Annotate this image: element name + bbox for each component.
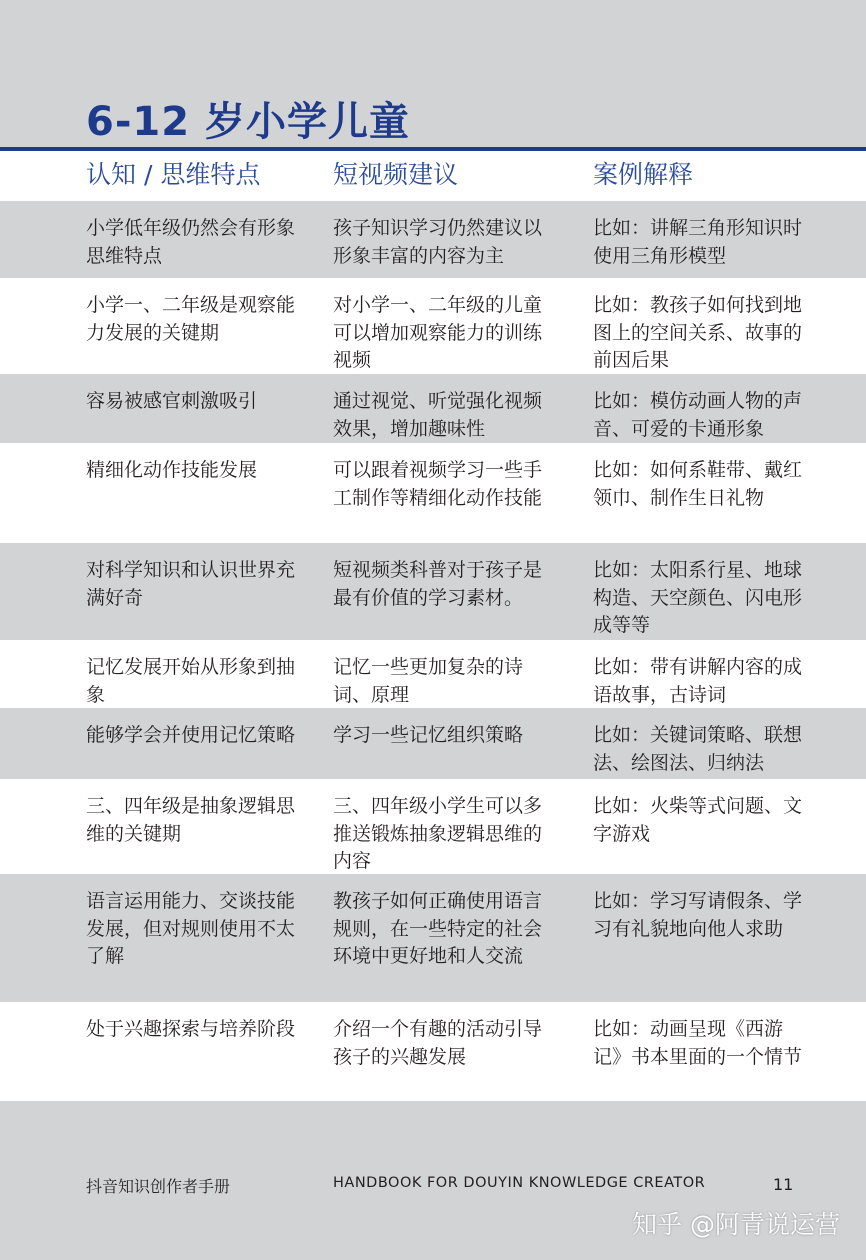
table-row [0, 708, 866, 779]
example-cell: 比如：教孩子如何找到地图上的空间关系、故事的前因后果 [593, 294, 803, 371]
page-title: 6-12 岁小学儿童 [86, 99, 411, 145]
suggestion-cell: 教孩子如何正确使用语言规则，在一些特定的社会环境中更好地和人交流 [333, 890, 543, 967]
trait-cell: 小学一、二年级是观察能力发展的关键期 [86, 294, 296, 344]
trait-cell: 记忆发展开始从形象到抽象 [86, 656, 296, 706]
suggestion-cell: 对小学一、二年级的儿童可以增加观察能力的训练视频 [333, 294, 543, 371]
watermark: 知乎 @阿青说运营 [632, 1210, 840, 1239]
footer-handbook-title: 抖音知识创作者手册 [86, 1177, 231, 1196]
header-suggestion: 短视频建议 [333, 160, 459, 189]
example-cell: 比如：关键词策略、联想法、绘图法、归纳法 [593, 724, 803, 774]
suggestion-cell: 三、四年级小学生可以多推送锻炼抽象逻辑思维的内容 [333, 795, 543, 872]
trait-cell: 三、四年级是抽象逻辑思维的关键期 [86, 795, 296, 845]
trait-cell: 对科学知识和认识世界充满好奇 [86, 559, 296, 609]
example-cell: 比如：火柴等式问题、文字游戏 [593, 795, 803, 845]
example-cell: 比如：如何系鞋带、戴红领巾、制作生日礼物 [593, 459, 803, 509]
table-row [0, 874, 866, 1002]
example-cell: 比如：模仿动画人物的声音、可爱的卡通形象 [593, 390, 803, 440]
example-cell: 比如：学习写请假条、学习有礼貌地向他人求助 [593, 890, 803, 940]
table-row [0, 640, 866, 708]
header-example: 案例解释 [593, 160, 694, 189]
page-number: 11 [773, 1175, 794, 1194]
suggestion-cell: 可以跟着视频学习一些手工制作等精细化动作技能 [333, 459, 543, 509]
table-row [0, 1002, 866, 1101]
trait-cell: 小学低年级仍然会有形象思维特点 [86, 217, 296, 267]
table-body [0, 201, 866, 1101]
table-row [0, 543, 866, 640]
suggestion-cell: 短视频类科普对于孩子是最有价值的学习素材。 [333, 559, 543, 609]
table-row [0, 779, 866, 874]
suggestion-cell: 记忆一些更加复杂的诗词、原理 [333, 656, 524, 706]
table-row [0, 201, 866, 278]
table-row [0, 278, 866, 374]
trait-cell: 语言运用能力、交谈技能发展，但对规则使用不太了解 [86, 890, 296, 967]
trait-cell: 精细化动作技能发展 [86, 459, 258, 481]
trait-cell: 容易被感官刺激吸引 [86, 390, 258, 412]
table-row [0, 374, 866, 443]
header-trait: 认知 / 思维特点 [86, 160, 261, 189]
example-cell: 比如：动画呈现《西游记》书本里面的一个情节 [593, 1018, 803, 1068]
example-cell: 比如：带有讲解内容的成语故事，古诗词 [593, 656, 803, 706]
trait-cell: 能够学会并使用记忆策略 [86, 724, 296, 746]
suggestion-cell: 学习一些记忆组织策略 [333, 724, 524, 746]
suggestion-cell: 孩子知识学习仍然建议以形象丰富的内容为主 [333, 217, 543, 267]
footer-handbook-english: HANDBOOK FOR DOUYIN KNOWLEDGE CREATOR [333, 1175, 706, 1191]
suggestion-cell: 介绍一个有趣的活动引导孩子的兴趣发展 [333, 1018, 543, 1068]
suggestion-cell: 通过视觉、听觉强化视频效果，增加趣味性 [333, 390, 543, 440]
table-header [0, 151, 866, 201]
example-cell: 比如：讲解三角形知识时使用三角形模型 [593, 217, 803, 267]
table-row [0, 443, 866, 543]
example-cell: 比如：太阳系行星、地球构造、天空颜色、闪电形成等等 [593, 559, 803, 636]
trait-cell: 处于兴趣探索与培养阶段 [86, 1018, 296, 1040]
